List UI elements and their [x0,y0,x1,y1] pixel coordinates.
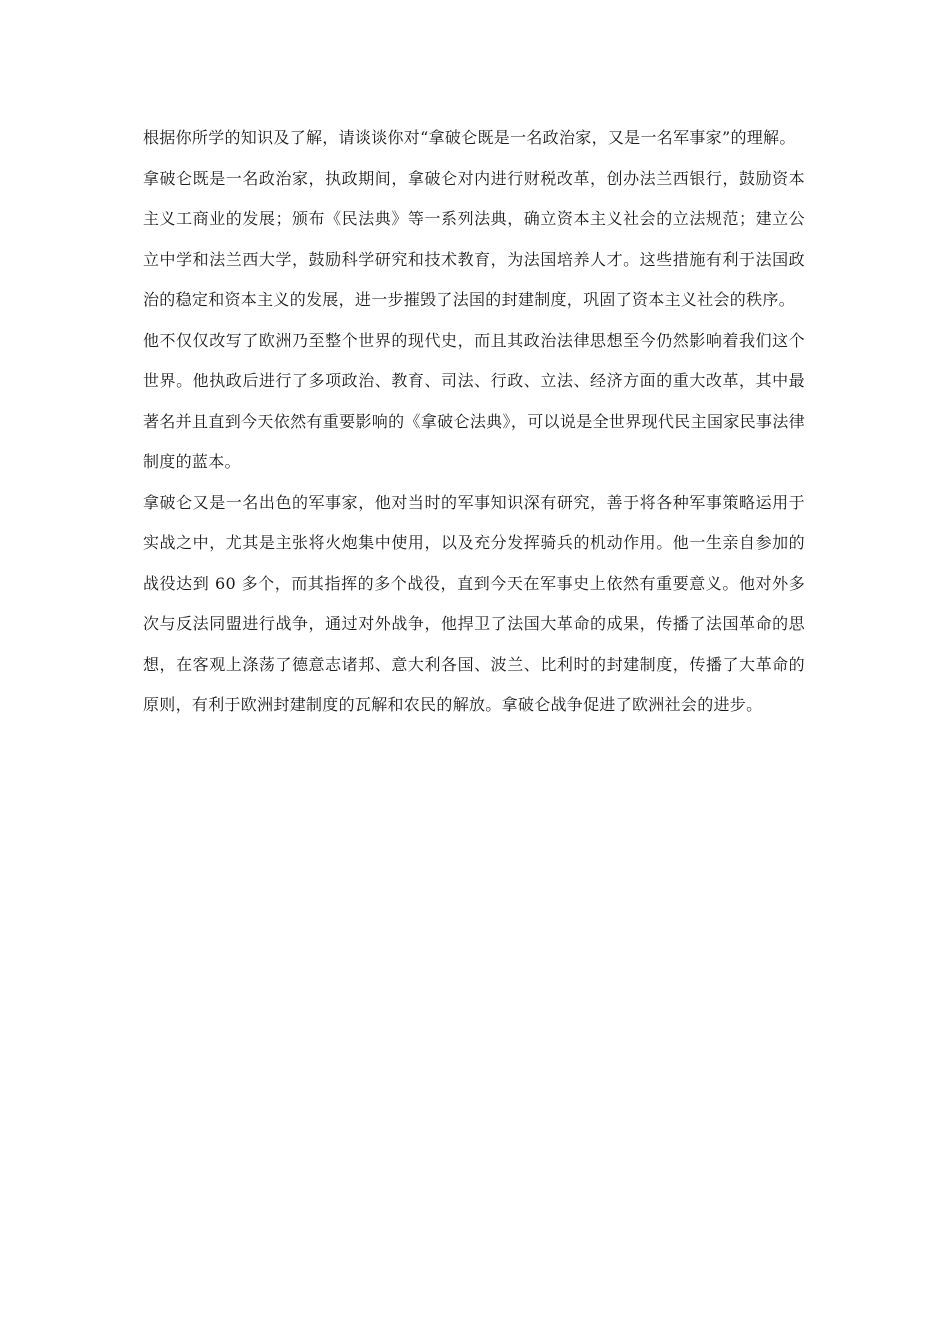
answer-paragraph-politician: 拿破仑既是一名政治家，执政期间，拿破仑对内进行财税改革，创办法兰西银行，鼓励资本主义工商业的发展；颁布《民法典》等一系列法典，确立资本主义社会的立法规范；建立公立中学和法兰西大学，鼓励科学研究和技术教育，为法国培养人才。这些措施有利于法国政治的稳定和资本主义的发展，进一步摧毁了法国的封建制度，巩固了资本主义社会的秩序。 [143,168,805,309]
answer-paragraph-legacy: 他不仅仅改写了欧洲乃至整个世界的现代史，而且其政治法律思想至今仍然影响着我们这个世界。他执政后进行了多项政治、教育、司法、行政、立法、经济方面的重大改革，其中最著名并且直到今天依然有重要影响的《拿破仑法典》，可以说是全世界现代民主国家民事法律制度的蓝本。 [143,330,805,471]
question-paragraph: 根据你所学的知识及了解，请谈谈你对“拿破仑既是一名政治家，又是一名军事家”的理解。 [143,128,796,147]
answer-paragraph-military: 拿破仑又是一名出色的军事家，他对当时的军事知识深有研究，善于将各种军事策略运用于实战之中，尤其是主张将火炮集中使用，以及充分发挥骑兵的机动作用。他一生亲自参加的战役达到 60 多个，而其指挥的多个战役，直到今天在军事史上依然有重要意义。他对外多次与反法同盟进行战争，通过对外战争，他捍卫了法国大革命的成果，传播了法国革命的思想，在客观上涤荡了德意志诸邦、意大利各国、波兰、比利时的封建制度，传播了大革命的原则，有利于欧洲封建制度的瓦解和农民的解放。拿破仑战争促进了欧洲社会的进步。 [143,492,805,714]
document-body [143,118,805,726]
